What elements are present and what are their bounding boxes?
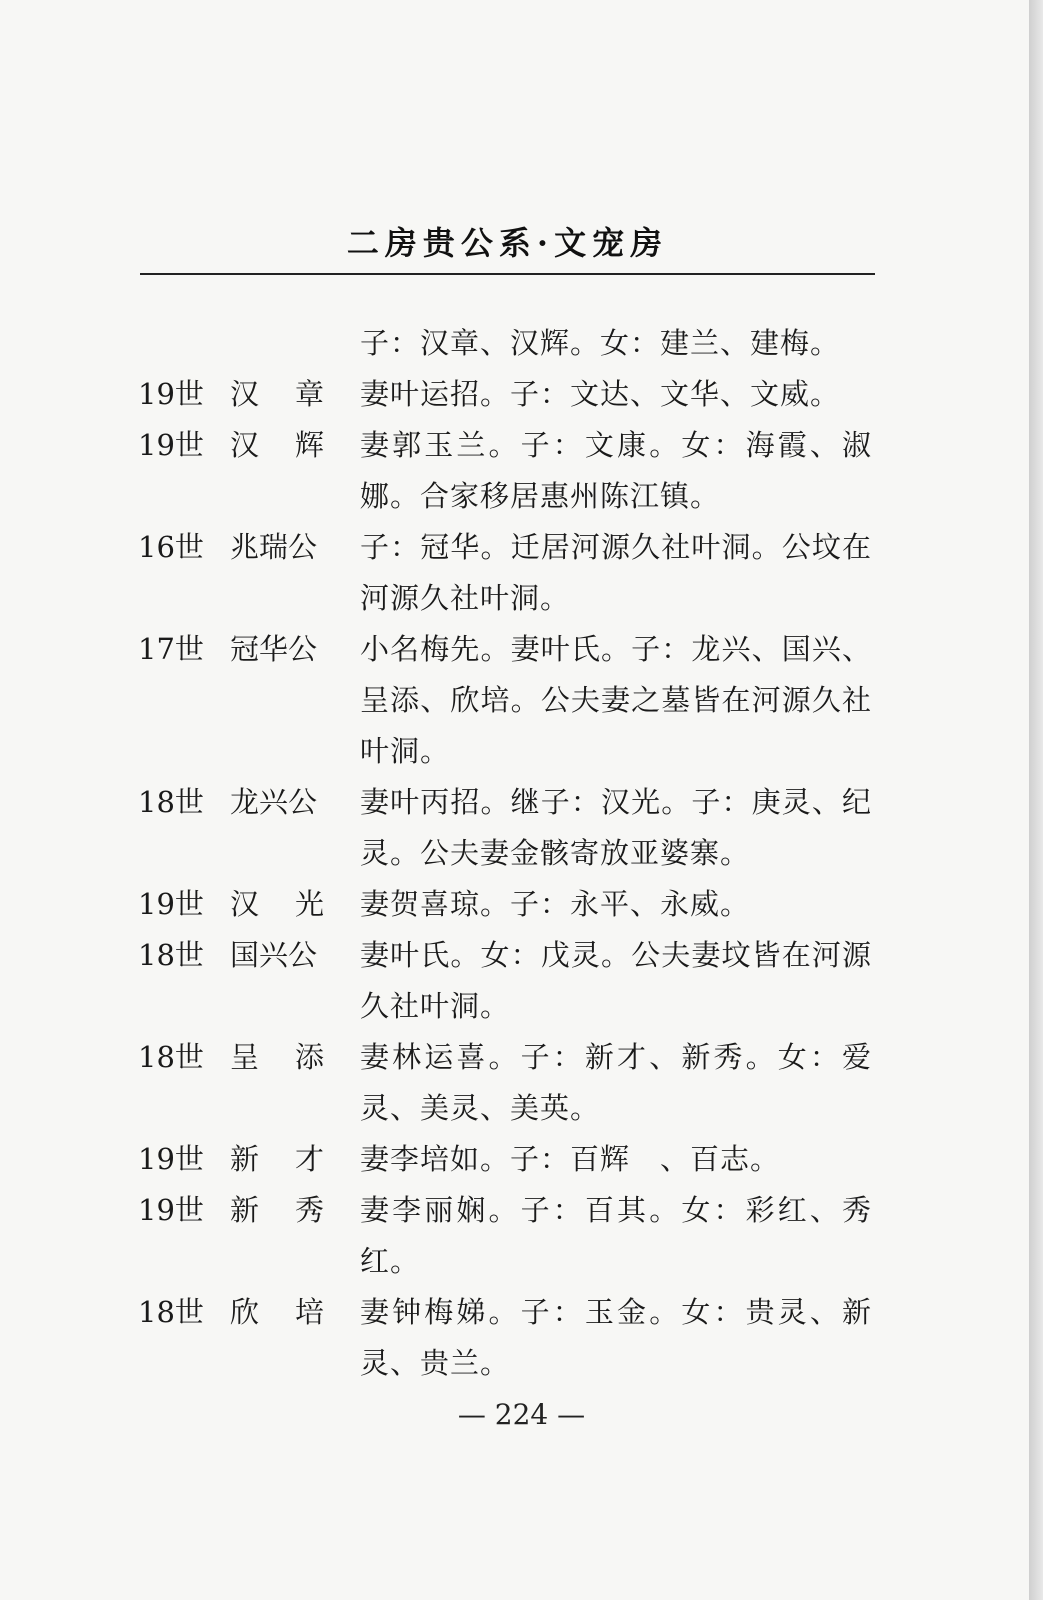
generation-label: 18世 [138, 785, 204, 819]
entry-description: 妻郭玉兰。子：文康。女：海霞、淑娜。合家移居惠州陈江镇。 [360, 428, 872, 513]
name-char: 汉 [230, 887, 260, 921]
name-char: 汉 [230, 377, 260, 411]
header-rule [140, 273, 875, 275]
entry-row [0, 522, 1043, 624]
lead-continuation-line [0, 318, 1043, 369]
entry-description: 子：汉章、汉辉。女：建兰、建梅。 [360, 326, 841, 360]
generation-label: 19世 [138, 1142, 204, 1176]
generation-label: 19世 [138, 887, 204, 921]
entry-description: 妻叶丙招。继子：汉光。子：庚灵、纪灵。公夫妻金骸寄放亚婆寨。 [360, 785, 872, 870]
entry-row [0, 930, 1043, 1032]
entry-row [0, 777, 1043, 879]
generation-label: 19世 [138, 428, 204, 462]
person-name [230, 369, 324, 420]
entry-row [0, 1287, 1043, 1389]
name-char: 辉 [294, 428, 324, 462]
entry-row [0, 879, 1043, 930]
generation-label: 18世 [138, 1295, 204, 1329]
generation-label: 19世 [138, 377, 204, 411]
entry-description: 小名梅先。妻叶氏。子：龙兴、国兴、呈添、欣培。公夫妻之墓皆在河源久社叶洞。 [360, 632, 872, 768]
entry-row [0, 1134, 1043, 1185]
person-name [230, 1185, 324, 1236]
person-name: 冠华公 [230, 632, 318, 666]
person-name [230, 1287, 324, 1338]
name-char: 呈 [230, 1040, 260, 1074]
generation-label: 16世 [138, 530, 204, 564]
generation-label: 17世 [138, 632, 204, 666]
entry-description: 妻钟梅娣。子：玉金。女：贵灵、新灵、贵兰。 [360, 1295, 872, 1380]
entry-description: 妻贺喜琼。子：永平、永威。 [360, 887, 751, 921]
person-name: 国兴公 [230, 938, 318, 972]
entry-row [0, 420, 1043, 522]
person-name [230, 879, 324, 930]
genealogy-entries [0, 318, 1043, 1389]
name-char: 才 [294, 1142, 324, 1176]
entry-row [0, 369, 1043, 420]
entry-description: 妻林运喜。子：新才、新秀。女：爱灵、美灵、美英。 [360, 1040, 872, 1125]
person-name: 龙兴公 [230, 785, 318, 819]
name-char: 新 [230, 1142, 260, 1176]
person-name [230, 1134, 324, 1185]
person-name [230, 1032, 324, 1083]
entry-row [0, 624, 1043, 777]
entry-row [0, 1185, 1043, 1287]
person-name [230, 420, 324, 471]
name-char: 章 [294, 377, 324, 411]
running-header: 二房贵公系·文宠房 [346, 224, 669, 262]
entry-description: 妻李培如。子：百辉 、百志。 [360, 1142, 781, 1176]
generation-label: 18世 [138, 1040, 204, 1074]
person-name: 兆瑞公 [230, 530, 318, 564]
generation-label: 19世 [138, 1193, 204, 1227]
entry-description: 妻叶氏。女：戊灵。公夫妻坟皆在河源久社叶洞。 [360, 938, 872, 1023]
name-char: 秀 [294, 1193, 324, 1227]
page-number: — 224 — [457, 1398, 586, 1431]
name-char: 添 [294, 1040, 324, 1074]
generation-label: 18世 [138, 938, 204, 972]
entry-description: 妻叶运招。子：文达、文华、文威。 [360, 377, 841, 411]
entry-description: 子：冠华。迁居河源久社叶洞。公坟在河源久社叶洞。 [360, 530, 872, 615]
name-char: 汉 [230, 428, 260, 462]
name-char: 光 [294, 887, 324, 921]
name-char: 培 [294, 1295, 324, 1329]
name-char: 欣 [230, 1295, 260, 1329]
entry-row [0, 1032, 1043, 1134]
name-char: 新 [230, 1193, 260, 1227]
entry-description: 妻李丽娴。子：百其。女：彩红、秀红。 [360, 1193, 872, 1278]
